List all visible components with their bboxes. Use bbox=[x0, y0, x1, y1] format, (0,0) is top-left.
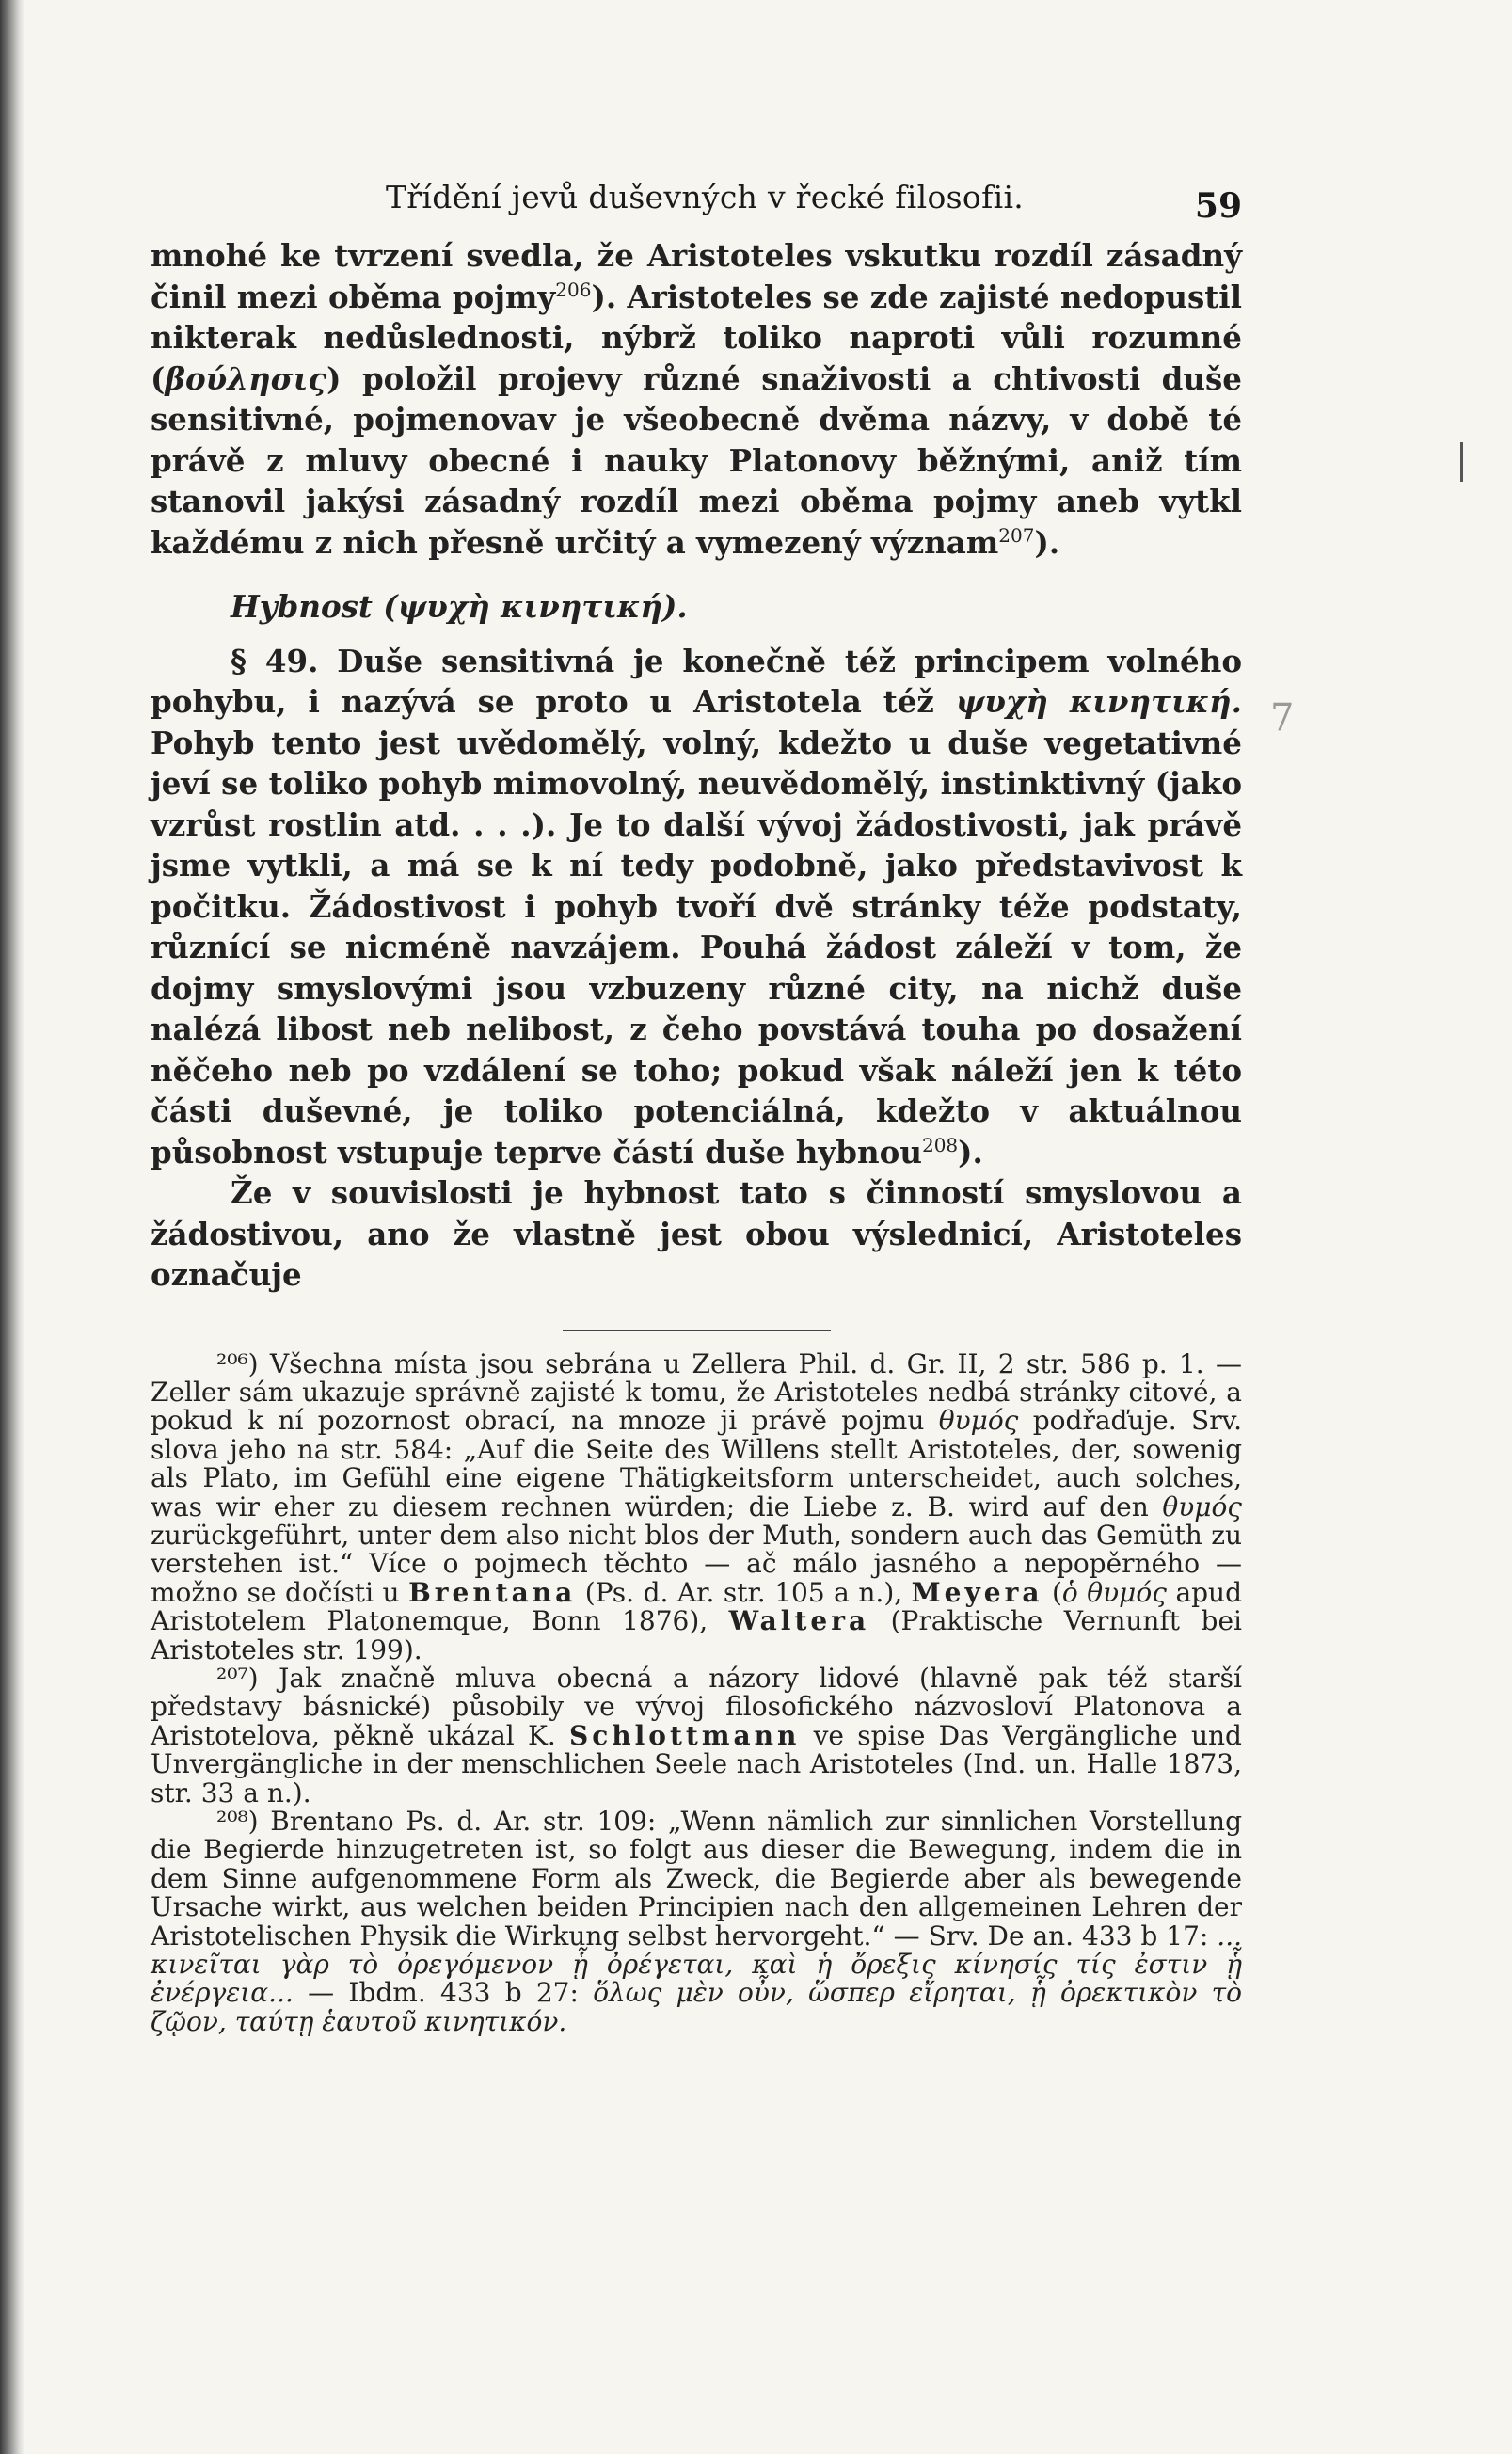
margin-mark: 7 bbox=[1270, 696, 1295, 740]
footnote-ref-208[interactable]: 208 bbox=[921, 1133, 959, 1156]
page-number: 59 bbox=[1194, 186, 1242, 226]
running-header bbox=[151, 179, 1242, 235]
section-heading-greek: (ψυχὴ κινητική). bbox=[383, 588, 688, 625]
footnote-208: ²⁰⁸) Brentano Ps. d. Ar. str. 109: „Wenn nämlich zur sinnlichen Vorstellung die Begierde hinzugetreten ist, so folgt aus dieser die Bewegung, indem die in dem Sinne aufgenommene Form als Zweck, die Begierde aber als bewegende Ursache wirkt, aus welchen beiden Principien nach den allgemeinen Lehren der Aristotelischen Physik die Wirkung selbst hervorgeht.“ — Srv. De an. 433 b 17: ... κινεῖται γὰρ τὸ ὀρεγόμενον ᾗ ὀρέγεται, καὶ ἡ ὄρεξις κίνησίς τίς ἐστιν ᾗ ἐνέργεια... — Ibdm. 433 b 27: ὅλως μὲν οὖν, ὥσπερ εἴρηται, ᾗ ὀρεκτικὸν τὸ ζῷον, ταύτῃ ἑαυτοῦ κινητικόν. bbox=[151, 1806, 1242, 2037]
section-heading: Hybnost (ψυχὴ κινητική). bbox=[231, 588, 688, 625]
footnote-ref-207[interactable]: 207 bbox=[998, 523, 1035, 547]
book-page bbox=[151, 179, 1242, 2036]
greek-term: βούλησις bbox=[165, 359, 327, 397]
page-binding-edge bbox=[0, 0, 24, 2454]
paragraph-3: Že v souvislosti je hybnost tato s činností smyslovou a žádostivou, ano že vlastně jest obou výslednicí, Aristoteles označuje bbox=[151, 1174, 1242, 1293]
footnote-divider bbox=[563, 1330, 831, 1331]
margin-tick bbox=[1460, 442, 1463, 482]
paragraph-1: mnohé ke tvrzení svedla, že Aristoteles vskutku rozdíl zásadný činil mezi oběma pojmy$^{206}$). Aristoteles se zde zajisté nedopustil nikterak nedůslednosti, nýbrž toliko naproti vůli rozumné (βούλησις) položil projevy různé snaživosti a chtivosti duše sensitivné, pojmenovav je všeobecně dvěma názvy, v době té právě z mluvy obecné i nauky Platonovy běžnými, aniž tím stanovil jakýsi zásadný rozdíl mezi oběma pojmy aneb vytkl každému z nich přesně určitý a vymezený význam$^{207}$). bbox=[151, 237, 1242, 561]
greek-term: ψυχὴ κινητική. bbox=[955, 683, 1242, 720]
footnote-207: ²⁰⁷) Jak značně mluva obecná a názory lidové (hlavně pak též starší představy básnické) působily ve vývoj filosofického názvosloví Platonova a Aristotelova, pěkně ukázal K. Schlottmann ve spise Das Vergängliche und Unvergängliche in der menschlichen Seele nach Aristoteles (Ind. un. Halle 1873, str. 33 a n.). bbox=[151, 1662, 1242, 1809]
footnote-ref-206[interactable]: 206 bbox=[555, 278, 592, 301]
main-text bbox=[151, 235, 1242, 1296]
paragraph-2: § 49. Duše sensitivná je konečně též principem volného pohybu, i nazývá se proto u Aristotela též ψυχὴ κινητική. Pohyb tento jest uvědomělý, volný, kdežto u duše vegetativné jeví se toliko pohyb mimovolný, neuvědomělý, instinktivný (jako vzrůst rostlin atd. . . .). Je to další vývoj žádostivosti, jak právě jsme vytkli, a má se k ní tedy podobně, jako představivost k počitku. Žádostivost i pohyb tvoří dvě stránky téže podstaty, různící se nicméně navzájem. Pouhá žádost záleží v tom, že dojmy smyslovými jsou vzbuzeny různé city, na nichž duše nalézá libost neb nelibost, z čeho povstává touha po dosažení něčeho neb po vzdálení se toho; pokud však náleží jen k této části duševné, je toliko potenciálná, kdežto v aktuálnou působnost vstupuje teprve částí duše hybnou$^{208}$). bbox=[151, 642, 1242, 1171]
footnotes bbox=[151, 1347, 1243, 2037]
running-title: Třídění jevů duševných v řecké filosofii. bbox=[386, 179, 1025, 215]
footnote-206: ²⁰⁶) Všechna místa jsou sebrána u Zellera Phil. d. Gr. II, 2 str. 586 p. 1. — Zeller sám ukazuje správně zajisté k tomu, že Aristoteles nedbá stránky citové, a pokud k ní pozornost obrací, na mnoze ji právě pojmu θυμός podřaďuje. Srv. slova jeho na str. 584: „Auf die Seite des Willens stellt Aristoteles, der, sowenig als Plato, im Gefühl eine eigene Thätigkeitsform unterscheidet, auch solches, was wir eher zu diesem rechnen würden; die Liebe z. B. wird auf den θυμός zurückgeführt, unter dem also nicht blos der Muth, sondern auch das Gemüth zu verstehen ist.“ Více o pojmech těchto — ač málo jasného a nepopěrného — možno se dočísti u Brentana (Ps. d. Ar. str. 105 a n.), Meyera (ὁ θυμός apud Aristotelem Platonemque, Bonn 1876), Waltera (Praktische Vernunft bei Aristoteles str. 199). bbox=[151, 1347, 1243, 1665]
